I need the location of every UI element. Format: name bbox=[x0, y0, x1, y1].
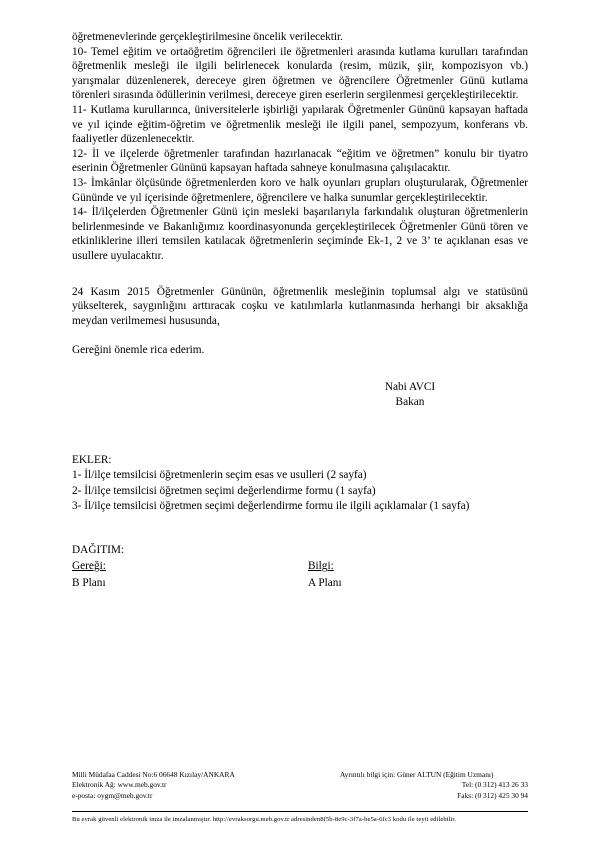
paragraph-item-10: 10- Temel eğitim ve ortaöğretim öğrencileri ile öğretmenleri arasında kutlama kurulları tarafından öğretmenlik mesleği ile ilgili belirlenecek konularda (resim, müzik, şiir, kompozisyon vb.) yarışmalar düzenlenerek, dereceye giren öğretmen ve öğrencilere Öğretmenler Günü kutlama törenleri sırasında ödüllerinin verilmesi, dereceye giren eserlerin sergilenmesi gerçekleştirilecektir. bbox=[72, 45, 528, 102]
footer-address-line: Milli Müdafaa Caddesi No:6 06648 Kızılay/ANKARA bbox=[72, 770, 235, 779]
attachment-item: 3- İl/ilçe temsilcisi öğretmen seçimi değerlendirme formu ile ilgili açıklamalar (1 sayfa) bbox=[72, 500, 470, 513]
paragraph-request: Gereğini önemle rica ederim. bbox=[72, 344, 205, 357]
attachment-item: 1- İl/ilçe temsilcisi öğretmenlerin seçim esas ve usulleri (2 sayfa) bbox=[72, 469, 367, 482]
paragraph-continuation: öğretmenevlerinde gerçekleştirilmesine öncelik verilecektir. bbox=[72, 31, 344, 43]
distribution-section bbox=[72, 543, 528, 594]
paragraph-item-14: 14- İl/ilçelerden Öğretmenler Günü için mesleki başarılarıyla farkındalık oluşturan öğretmenlerin belirlenmesinde ve Bakanlığımız koordinasyonunda gerçekleştirilecek Öğretmenler Günü tören ve etkinliklerine illeri temsilen katılacak öğretmenlerin seçiminde Ek-1, 2 ve 3’ te açıklanan esas ve usullere uyulacaktır. bbox=[72, 206, 528, 262]
footer-address-block bbox=[72, 770, 235, 801]
distribution-column-item: A Planı bbox=[308, 576, 342, 589]
footer-website-line: Elektronik Ağ: www.meb.gov.tr bbox=[72, 780, 167, 790]
spacer bbox=[72, 328, 528, 343]
page-footer bbox=[72, 770, 528, 810]
distribution-column-gerekli bbox=[72, 559, 106, 591]
footer-contact-block bbox=[340, 770, 528, 801]
footer-fax: Faks: (0 312) 425 30 94 bbox=[457, 790, 528, 800]
spacer bbox=[72, 264, 528, 285]
spacer bbox=[72, 559, 528, 593]
signature-block bbox=[72, 380, 528, 411]
distribution-column-title: Gereği: bbox=[72, 560, 106, 573]
distribution-heading: DAĞITIM: bbox=[72, 543, 125, 556]
distribution-column-title: Bilgi: bbox=[308, 560, 334, 573]
esignature-notice: Bu evrak güvenli elektronik imza ile imzalanmıştır. http://evraksorgu.meb.gov.tr adresinden8f5b-8e9c-3f7a-be5a-6fc3 kodu ile teyit edilebilir. bbox=[72, 816, 457, 823]
document-body bbox=[72, 30, 528, 593]
paragraph-item-13: 13- İmkânlar ölçüsünde öğretmenlerden koro ve halk oyunları grupları oluşturularak, Öğretmenler Gününde ve yıl içerisinde öğretmenlere, öğrencilere ve halka sunumlar gerçekleştirilecektir. bbox=[72, 176, 528, 204]
footer-contact-person: Ayrıntılı bilgi için: Güner ALTUN (Eğitim Uzmanı) bbox=[340, 770, 494, 779]
distribution-column-bilgi bbox=[308, 559, 342, 591]
footer-divider bbox=[72, 811, 528, 812]
paragraph-closing: 24 Kasım 2015 Öğretmenler Gününün, öğretmenlik mesleğinin toplumsal algı ve statüsünü yükselterek, saygınlığını arttıracak coşku ve katılımlarla kutlanmasında herhangi bir aksaklığa meydan verilmemesi hususunda, bbox=[72, 285, 528, 327]
signer-title: Bakan bbox=[395, 396, 425, 409]
attachment-item: 2- İl/ilçe temsilcisi öğretmen seçimi değerlendirme formu (1 sayfa) bbox=[72, 484, 376, 497]
footer-phone: Tel: (0 312) 413 26 33 bbox=[461, 780, 528, 790]
signer-name: Nabi AVCI bbox=[384, 380, 436, 393]
paragraph-item-11: 11- Kutlama kurullarınca, üniversitelerle işbirliği yapılarak Öğretmenler Gününü kapsayan haftada ve yıl içinde eğitim-öğretim ve öğretmenlik mesleği ile ilgili panel, sempozyum, konferans vb. faaliyetler düzenlenecektir. bbox=[72, 103, 528, 146]
distribution-column-item: B Planı bbox=[72, 576, 106, 589]
attachments-section bbox=[72, 453, 528, 515]
paragraph-item-12: 12- İl ve ilçelerde öğretmenler tarafından hazırlanacak “eğitim ve öğretmen” konulu bir tiyatro eserinin Öğretmenler Gününü kapsayan haftada sahneye konulmasına çalışılacaktır. bbox=[72, 147, 528, 175]
footer-email-line: e-posta: oygm@meb.gov.tr bbox=[72, 790, 153, 800]
attachments-heading: EKLER: bbox=[72, 453, 112, 466]
